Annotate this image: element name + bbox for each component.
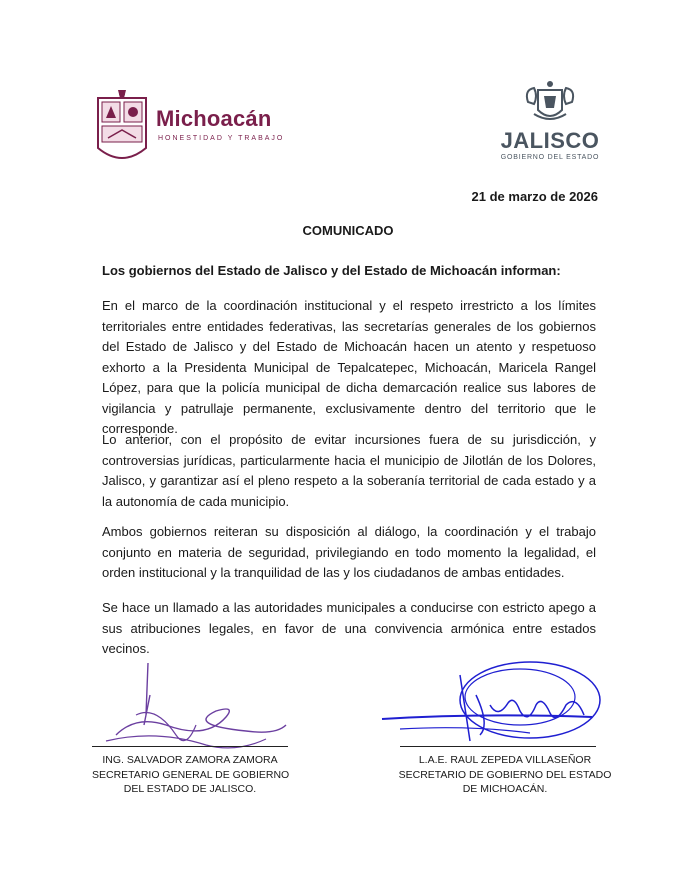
document-date: 21 de marzo de 2026 xyxy=(471,189,598,204)
signatory-role: DEL ESTADO DE JALISCO. xyxy=(123,783,257,795)
jalisco-name: JALISCO xyxy=(500,128,600,153)
signature-right xyxy=(380,655,610,755)
michoacan-name: Michoacán xyxy=(156,106,272,131)
jalisco-crest-icon xyxy=(520,80,580,126)
signature-line-right xyxy=(400,746,596,747)
signatory-name: L.A.E. RAUL ZEPEDA VILLASEÑOR xyxy=(418,754,592,766)
paragraph: Se hace un llamado a las autoridades municipales a conducirse con estricto apego a sus atribuciones legales, en favor de una convivencia armónica entre estados vecinos. xyxy=(102,600,596,656)
signatory-role: SECRETARIO DE GOBIERNO DEL ESTADO xyxy=(398,768,612,781)
michoacan-logo xyxy=(94,88,294,170)
signature-line-left xyxy=(92,746,288,747)
paragraph: Ambos gobiernos reiteran su disposición al diálogo, la coordinación y el trabajo conjunto en materia de seguridad, privilegiando en todo momento la legalidad, el orden institucional y la tranquilidad de las y los ciudadanos de ambas entidades. xyxy=(102,524,596,580)
jalisco-subtitle: GOBIERNO DEL ESTADO xyxy=(500,154,600,161)
signatory-role: SECRETARIO GENERAL DE GOBIERNO xyxy=(92,768,290,781)
signatory-right xyxy=(390,753,620,797)
document-title: COMUNICADO xyxy=(302,223,394,238)
lead-statement: Los gobiernos del Estado de Jalisco y del Estado de Michoacán informan: xyxy=(102,263,561,278)
michoacan-shield-icon xyxy=(94,88,150,166)
paragraph: Lo anterior, con el propósito de evitar incursiones fuera de su jurisdicción, y controversias jurídicas, particularmente hacia el municipio de Jilotlán de los Dolores, Jalisco, y garantizar así el pleno respeto a la soberanía territorial de cada estado y a la autonomía de cada municipio. xyxy=(102,432,596,509)
signatory-role: DE MICHOACÁN. xyxy=(462,783,548,795)
signature-left xyxy=(96,655,296,755)
signatory-name: ING. SALVADOR ZAMORA ZAMORA xyxy=(102,754,278,766)
michoacan-motto: HONESTIDAD Y TRABAJO xyxy=(158,135,285,142)
jalisco-logo xyxy=(500,80,600,170)
paragraph: En el marco de la coordinación institucional y el respeto irrestricto a los límites territoriales entre entidades federativas, las secretarías generales de los gobiernos del Estado de Jalisco y del Estado de Michoacán hacen un atento y respetuoso exhorto a la Presidenta Municipal de Tepalcatepec, Michoacán, Maricela Rangel López, para que la policía municipal de dicha demarcación realice sus labores de vigilancia y patrullaje permanente, exclusivamente dentro del territorio que le corresponde. xyxy=(102,298,596,436)
signatory-left xyxy=(92,753,288,797)
